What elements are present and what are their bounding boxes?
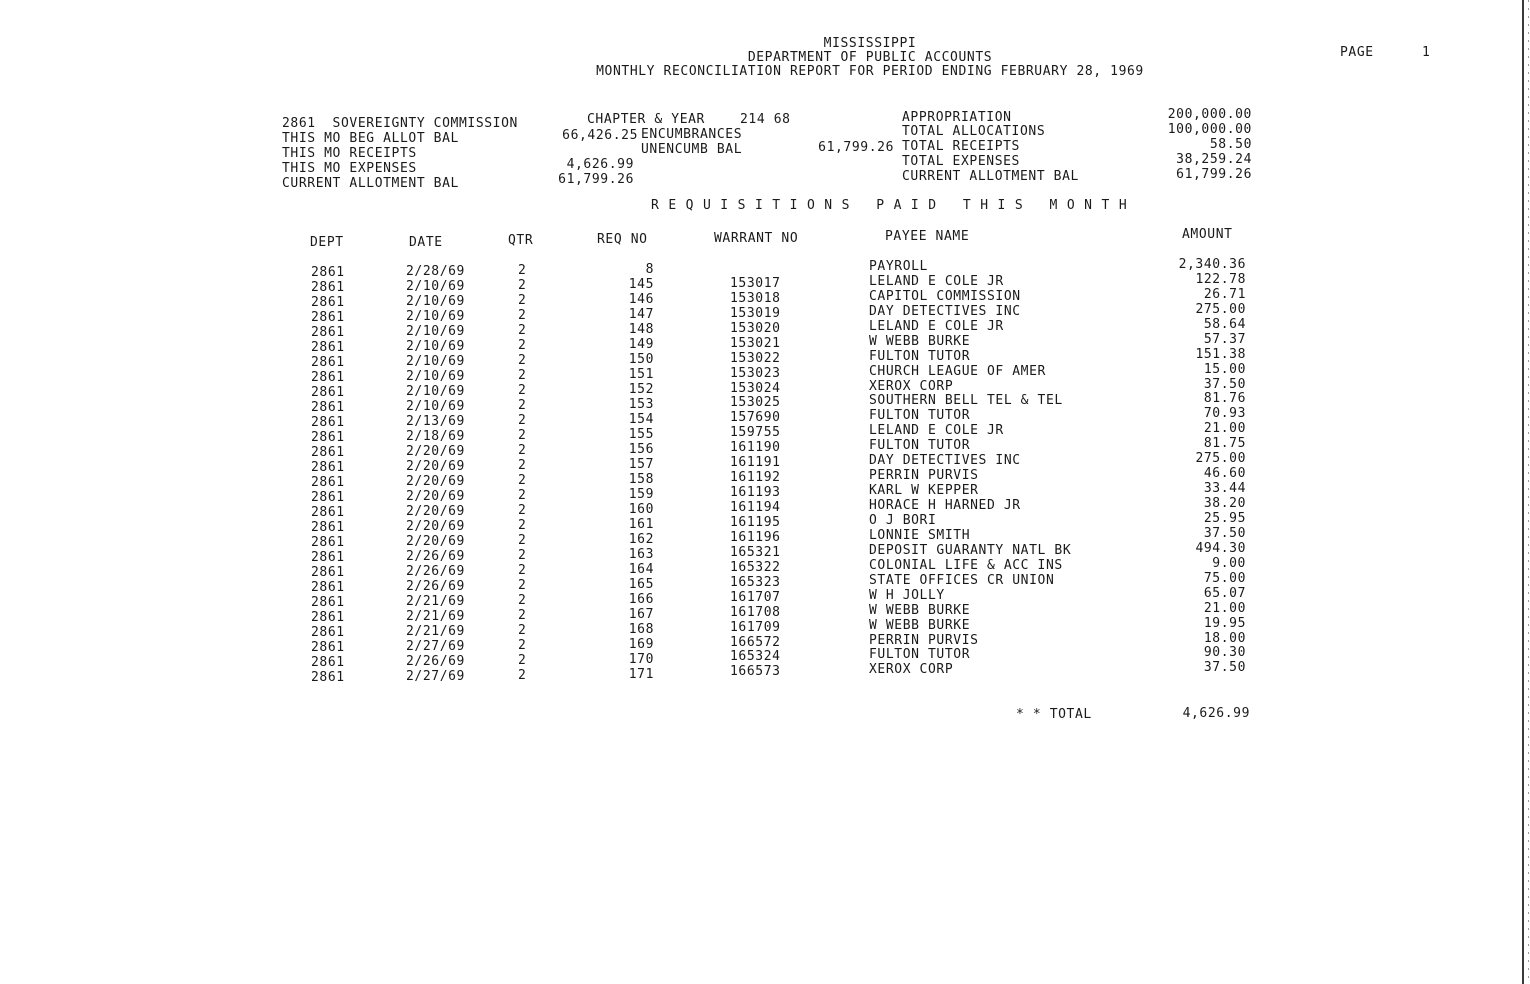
summary-beg-allot-label: THIS MO BEG ALLOT BAL — [282, 131, 459, 146]
cell-payee-name: PERRIN PURVIS — [869, 632, 979, 648]
cell-qtr: 2 — [518, 668, 527, 683]
cell-amount: 65.07 — [1203, 585, 1246, 601]
cell-req-no: 149 — [628, 337, 654, 352]
cell-warrant-no: 161707 — [730, 589, 781, 605]
column-header-qtr: QTR — [508, 233, 534, 248]
cell-dept: 2861 — [311, 385, 345, 400]
cell-warrant-no: 161196 — [730, 529, 781, 545]
cell-payee-name: DAY DETECTIVES INC — [869, 453, 1021, 469]
cell-amount: 37.50 — [1203, 660, 1246, 676]
cell-warrant-no: 161190 — [730, 440, 781, 456]
cell-amount: 75.00 — [1203, 570, 1246, 586]
cell-qtr: 2 — [518, 368, 527, 383]
cell-req-no: 161 — [628, 517, 654, 532]
cell-date: 2/10/69 — [406, 294, 465, 309]
cell-warrant-no: 153019 — [730, 305, 781, 321]
cell-payee-name: DEPOSIT GUARANTY NATL BK — [869, 542, 1072, 558]
cell-date: 2/13/69 — [406, 414, 465, 429]
state-title: MISSISSIPPI — [823, 36, 917, 51]
appropriation-label: APPROPRIATION — [902, 110, 1012, 125]
cell-warrant-no: 153018 — [730, 290, 781, 306]
total-label: * * TOTAL — [1016, 707, 1092, 722]
cell-date: 2/27/69 — [406, 639, 465, 654]
cell-req-no: 146 — [628, 292, 654, 307]
report-title: MONTHLY RECONCILIATION REPORT FOR PERIOD ENDING FEBRUARY 28, 1969 — [596, 64, 1144, 79]
cell-dept: 2861 — [311, 415, 345, 430]
appropriation-value: 200,000.00 — [1167, 107, 1252, 122]
cell-req-no: 152 — [628, 382, 654, 397]
column-header-amount: AMOUNT — [1182, 227, 1233, 242]
cell-amount: 37.50 — [1203, 525, 1246, 541]
cell-req-no: 153 — [628, 397, 654, 412]
cell-qtr: 2 — [518, 413, 527, 428]
cell-qtr: 2 — [518, 383, 527, 398]
cell-payee-name: PAYROLL — [869, 259, 928, 274]
cell-warrant-no: 157690 — [730, 410, 781, 426]
cell-date: 2/28/69 — [406, 264, 465, 279]
cell-warrant-no: 165324 — [730, 649, 781, 665]
cell-date: 2/10/69 — [406, 309, 465, 324]
cell-amount: 37.50 — [1203, 376, 1246, 392]
cell-dept: 2861 — [311, 625, 345, 640]
cell-req-no: 170 — [628, 652, 654, 667]
cell-dept: 2861 — [311, 370, 345, 385]
cell-amount: 18.00 — [1203, 630, 1246, 646]
cell-date: 2/21/69 — [406, 609, 465, 624]
cell-warrant-no: 161708 — [730, 604, 781, 620]
cell-qtr: 2 — [518, 638, 527, 653]
cell-warrant-no: 161193 — [730, 485, 781, 501]
unencumb-bal-label: UNENCUMB BAL — [641, 142, 743, 157]
cell-qtr: 2 — [518, 428, 527, 443]
cell-qtr: 2 — [518, 473, 527, 488]
current-allotment-bal-label: CURRENT ALLOTMENT BAL — [902, 169, 1079, 184]
cell-dept: 2861 — [311, 325, 345, 340]
page-edge-perforation — [1528, 0, 1529, 984]
cell-amount: 122.78 — [1195, 271, 1246, 287]
cell-qtr: 2 — [518, 548, 527, 563]
cell-payee-name: CHURCH LEAGUE OF AMER — [869, 363, 1046, 379]
cell-payee-name: HORACE H HARNED JR — [869, 498, 1021, 514]
cell-req-no: 148 — [628, 322, 654, 337]
cell-payee-name: FULTON TUTOR — [869, 408, 971, 424]
cell-amount: 15.00 — [1203, 361, 1246, 377]
cell-qtr: 2 — [518, 278, 527, 293]
cell-dept: 2861 — [311, 670, 345, 685]
chapter-year-value: 214 68 — [740, 112, 791, 127]
cell-dept: 2861 — [311, 460, 345, 475]
summary-dept-name: 2861 SOVEREIGNTY COMMISSION — [282, 116, 518, 131]
cell-req-no: 160 — [628, 502, 654, 517]
cell-warrant-no: 153022 — [730, 350, 781, 366]
cell-qtr: 2 — [518, 398, 527, 413]
cell-req-no: 164 — [628, 562, 654, 577]
cell-dept: 2861 — [311, 505, 345, 520]
column-header-dept: DEPT — [310, 235, 344, 250]
cell-payee-name: LELAND E COLE JR — [869, 423, 1004, 439]
cell-payee-name: O J BORI — [869, 512, 937, 528]
cell-amount: 275.00 — [1195, 301, 1246, 317]
column-header-warrant-no: WARRANT NO — [714, 231, 799, 246]
total-receipts-label: TOTAL RECEIPTS — [902, 139, 1020, 154]
cell-amount: 57.37 — [1203, 331, 1246, 347]
cell-amount: 90.30 — [1203, 645, 1246, 661]
cell-amount: 21.00 — [1203, 421, 1246, 437]
cell-amount: 494.30 — [1195, 540, 1246, 556]
cell-date: 2/10/69 — [406, 369, 465, 384]
cell-req-no: 154 — [628, 412, 654, 427]
cell-req-no: 158 — [628, 472, 654, 487]
total-allocations-value: 100,000.00 — [1167, 122, 1252, 137]
column-header-date: DATE — [409, 235, 443, 250]
cell-dept: 2861 — [311, 355, 345, 370]
cell-warrant-no: 161194 — [730, 500, 781, 516]
cell-qtr: 2 — [518, 443, 527, 458]
cell-amount: 26.71 — [1203, 286, 1246, 302]
cell-dept: 2861 — [311, 535, 345, 550]
total-expenses-value: 38,259.24 — [1176, 152, 1252, 167]
cell-amount: 2,340.36 — [1178, 257, 1246, 272]
cell-req-no: 159 — [628, 487, 654, 502]
summary-current-allot-value: 61,799.26 — [558, 172, 634, 187]
cell-payee-name: FULTON TUTOR — [869, 438, 971, 454]
cell-qtr: 2 — [518, 353, 527, 368]
cell-amount: 25.95 — [1203, 510, 1246, 526]
cell-warrant-no: 159755 — [730, 425, 781, 441]
cell-warrant-no: 165321 — [730, 544, 781, 560]
cell-date: 2/27/69 — [406, 669, 465, 684]
page-edge-line — [1522, 0, 1524, 984]
cell-dept: 2861 — [311, 475, 345, 490]
cell-payee-name: COLONIAL LIFE & ACC INS — [869, 557, 1063, 573]
total-receipts-value: 58.50 — [1209, 137, 1252, 152]
cell-date: 2/26/69 — [406, 654, 465, 669]
cell-qtr: 2 — [518, 263, 527, 278]
cell-date: 2/20/69 — [406, 474, 465, 489]
cell-warrant-no: 166572 — [730, 634, 781, 650]
page-number: 1 — [1422, 45, 1431, 60]
cell-dept: 2861 — [311, 595, 345, 610]
cell-date: 2/20/69 — [406, 504, 465, 519]
summary-expenses-label: THIS MO EXPENSES — [282, 161, 417, 176]
cell-amount: 275.00 — [1195, 451, 1246, 467]
chapter-year-label: CHAPTER & YEAR — [587, 112, 705, 127]
page-label: PAGE — [1340, 45, 1374, 60]
cell-qtr: 2 — [518, 578, 527, 593]
cell-payee-name: LELAND E COLE JR — [869, 273, 1004, 289]
cell-payee-name: W H JOLLY — [869, 587, 945, 603]
cell-payee-name: SOUTHERN BELL TEL & TEL — [869, 393, 1063, 409]
cell-warrant-no: 165322 — [730, 559, 781, 575]
cell-req-no: 165 — [628, 577, 654, 592]
cell-dept: 2861 — [311, 490, 345, 505]
cell-qtr: 2 — [518, 608, 527, 623]
cell-qtr: 2 — [518, 323, 527, 338]
cell-qtr: 2 — [518, 308, 527, 323]
column-header-req-no: REQ NO — [597, 232, 648, 247]
cell-warrant-no: 166573 — [730, 664, 781, 680]
cell-dept: 2861 — [311, 400, 345, 415]
cell-payee-name: LONNIE SMITH — [869, 527, 971, 543]
cell-req-no: 150 — [628, 352, 654, 367]
section-title: REQUISITIONS PAID THIS MONTH — [651, 198, 1137, 213]
cell-date: 2/10/69 — [406, 324, 465, 339]
cell-dept: 2861 — [311, 265, 345, 280]
cell-dept: 2861 — [311, 340, 345, 355]
cell-amount: 81.76 — [1203, 391, 1246, 407]
cell-qtr: 2 — [518, 563, 527, 578]
cell-amount: 19.95 — [1203, 615, 1246, 631]
cell-date: 2/21/69 — [406, 624, 465, 639]
cell-date: 2/10/69 — [406, 384, 465, 399]
cell-qtr: 2 — [518, 458, 527, 473]
summary-receipts-label: THIS MO RECEIPTS — [282, 146, 417, 161]
total-expenses-label: TOTAL EXPENSES — [902, 154, 1020, 169]
cell-qtr: 2 — [518, 518, 527, 533]
cell-warrant-no: 153020 — [730, 320, 781, 336]
cell-payee-name: DAY DETECTIVES INC — [869, 303, 1021, 319]
cell-amount: 21.00 — [1203, 600, 1246, 616]
cell-amount: 81.75 — [1203, 436, 1246, 452]
cell-qtr: 2 — [518, 338, 527, 353]
cell-req-no: 168 — [628, 622, 654, 637]
encumbrances-label: ENCUMBRANCES — [641, 127, 743, 142]
cell-req-no: 169 — [628, 637, 654, 652]
summary-expenses-value: 4,626.99 — [566, 157, 634, 172]
cell-req-no: 166 — [628, 592, 654, 607]
cell-date: 2/10/69 — [406, 399, 465, 414]
cell-req-no: 167 — [628, 607, 654, 622]
cell-dept: 2861 — [311, 445, 345, 460]
cell-qtr: 2 — [518, 623, 527, 638]
cell-warrant-no: 161192 — [730, 470, 781, 486]
summary-current-allot-label: CURRENT ALLOTMENT BAL — [282, 176, 459, 191]
cell-dept: 2861 — [311, 655, 345, 670]
cell-payee-name: FULTON TUTOR — [869, 647, 971, 663]
unencumb-bal-value: 61,799.26 — [818, 140, 894, 155]
cell-payee-name: KARL W KEPPER — [869, 483, 979, 499]
cell-amount: 70.93 — [1203, 406, 1246, 422]
cell-req-no: 8 — [645, 262, 654, 277]
cell-amount: 46.60 — [1203, 466, 1246, 482]
cell-payee-name: FULTON TUTOR — [869, 348, 971, 364]
total-allocations-label: TOTAL ALLOCATIONS — [902, 124, 1046, 139]
cell-payee-name: XEROX CORP — [869, 662, 954, 678]
cell-req-no: 171 — [628, 667, 654, 682]
cell-dept: 2861 — [311, 310, 345, 325]
cell-date: 2/20/69 — [406, 534, 465, 549]
cell-dept: 2861 — [311, 580, 345, 595]
cell-qtr: 2 — [518, 503, 527, 518]
cell-dept: 2861 — [311, 565, 345, 580]
cell-dept: 2861 — [311, 640, 345, 655]
cell-date: 2/10/69 — [406, 339, 465, 354]
cell-date: 2/20/69 — [406, 444, 465, 459]
cell-warrant-no: 161195 — [730, 514, 781, 530]
cell-qtr: 2 — [518, 653, 527, 668]
cell-dept: 2861 — [311, 610, 345, 625]
cell-dept: 2861 — [311, 520, 345, 535]
cell-warrant-no: 153023 — [730, 365, 781, 381]
cell-qtr: 2 — [518, 488, 527, 503]
cell-req-no: 155 — [628, 427, 654, 442]
department-title: DEPARTMENT OF PUBLIC ACCOUNTS — [747, 50, 993, 65]
cell-dept: 2861 — [311, 430, 345, 445]
cell-payee-name: W WEBB BURKE — [869, 602, 971, 618]
cell-warrant-no: 161709 — [730, 619, 781, 635]
cell-date: 2/20/69 — [406, 489, 465, 504]
cell-warrant-no: 161191 — [730, 455, 781, 471]
cell-req-no: 163 — [628, 547, 654, 562]
cell-warrant-no: 153017 — [730, 275, 781, 291]
cell-amount: 58.64 — [1203, 316, 1246, 332]
cell-payee-name: W WEBB BURKE — [869, 333, 971, 349]
cell-payee-name: LELAND E COLE JR — [869, 318, 1004, 334]
cell-req-no: 147 — [628, 307, 654, 322]
cell-amount: 33.44 — [1203, 481, 1246, 497]
cell-qtr: 2 — [518, 293, 527, 308]
cell-payee-name: PERRIN PURVIS — [869, 468, 979, 484]
cell-qtr: 2 — [518, 593, 527, 608]
cell-dept: 2861 — [311, 295, 345, 310]
cell-date: 2/18/69 — [406, 429, 465, 444]
current-allotment-bal-value: 61,799.26 — [1176, 167, 1252, 182]
cell-payee-name: W WEBB BURKE — [869, 617, 971, 633]
cell-date: 2/20/69 — [406, 519, 465, 534]
cell-date: 2/21/69 — [406, 594, 465, 609]
cell-date: 2/10/69 — [406, 279, 465, 294]
cell-warrant-no: 165323 — [730, 574, 781, 590]
cell-dept: 2861 — [311, 550, 345, 565]
cell-date: 2/26/69 — [406, 564, 465, 579]
cell-warrant-no: 153024 — [730, 380, 781, 396]
cell-warrant-no: 153025 — [730, 395, 781, 411]
cell-req-no: 151 — [628, 367, 654, 382]
cell-payee-name: XEROX CORP — [869, 378, 954, 394]
cell-date: 2/26/69 — [406, 579, 465, 594]
column-header-payee-name: PAYEE NAME — [885, 229, 970, 244]
cell-warrant-no: 153021 — [730, 335, 781, 351]
cell-amount: 9.00 — [1212, 555, 1246, 571]
cell-dept: 2861 — [311, 280, 345, 295]
cell-req-no: 162 — [628, 532, 654, 547]
cell-date: 2/26/69 — [406, 549, 465, 564]
summary-beg-allot-value: 66,426.25 — [562, 128, 638, 143]
cell-req-no: 157 — [628, 457, 654, 472]
total-value: 4,626.99 — [1182, 706, 1250, 721]
cell-date: 2/20/69 — [406, 459, 465, 474]
cell-req-no: 156 — [628, 442, 654, 457]
cell-date: 2/10/69 — [406, 354, 465, 369]
cell-amount: 38.20 — [1203, 496, 1246, 512]
cell-amount: 151.38 — [1195, 346, 1246, 362]
cell-payee-name: CAPITOL COMMISSION — [869, 288, 1021, 304]
cell-qtr: 2 — [518, 533, 527, 548]
cell-payee-name: STATE OFFICES CR UNION — [869, 572, 1055, 588]
cell-req-no: 145 — [628, 277, 654, 292]
